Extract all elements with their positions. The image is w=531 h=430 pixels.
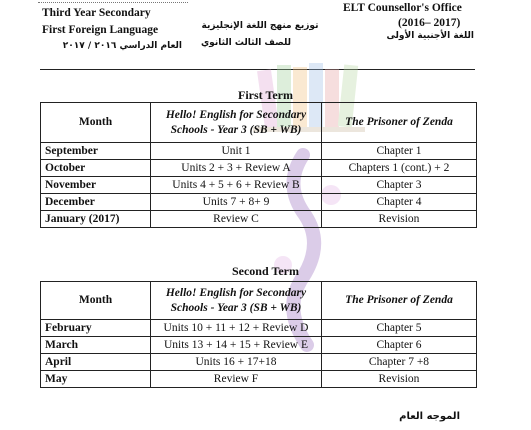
month-cell: January (2017) xyxy=(41,211,151,228)
units-cell: Units 13 + 14 + 15 + Review E xyxy=(151,337,322,354)
table-row xyxy=(41,320,477,337)
textbook-header-line1: Hello! English for Secondary xyxy=(165,286,307,299)
header-grade-ar: للصف الثالث الثانوي xyxy=(200,38,292,48)
month-cell: February xyxy=(41,320,151,337)
units-cell: Unit 1 xyxy=(151,143,322,160)
header-academic-year-ar: العام الدراسي ٢٠١٦ / ٢٠١٧ xyxy=(62,41,182,51)
units-cell: Units 10 + 11 + 12 + Review D xyxy=(151,320,322,337)
header-divider xyxy=(40,69,475,70)
units-cell: Units 7 + 8+ 9 xyxy=(151,194,322,211)
textbook-column-header xyxy=(151,103,322,143)
header-office: ELT Counsellor's Office xyxy=(343,2,462,14)
second-term-title: Second Term xyxy=(231,264,299,278)
header-year: (2016– 2017) xyxy=(398,17,461,29)
novel-cell: Revision xyxy=(322,211,477,228)
novel-column-header: The Prisoner of Zenda xyxy=(322,282,477,320)
textbook-header-line2: Schools - Year 3 (SB + WB) xyxy=(170,123,302,136)
textbook-column-header xyxy=(151,282,322,320)
textbook-header-line1: Hello! English for Secondary xyxy=(165,108,307,121)
table-row xyxy=(41,371,477,388)
units-cell: Units 4 + 5 + 6 + Review B xyxy=(151,177,322,194)
table-row xyxy=(41,143,477,160)
month-column-header: Month xyxy=(41,282,151,320)
supervisor-signature-label: الموجه العام xyxy=(399,411,460,422)
novel-cell: Chapter 1 xyxy=(322,143,477,160)
novel-cell: Chapter 6 xyxy=(322,337,477,354)
month-cell: September xyxy=(41,143,151,160)
header-grade: Third Year Secondary xyxy=(42,7,151,19)
table-row xyxy=(41,337,477,354)
month-cell: March xyxy=(41,337,151,354)
month-cell: November xyxy=(41,177,151,194)
units-cell: Units 2 + 3 + Review A xyxy=(151,160,322,177)
novel-cell: Chapter 5 xyxy=(322,320,477,337)
cropped-top-line xyxy=(38,0,188,3)
table-row xyxy=(41,354,477,371)
first-term-title: First Term xyxy=(238,88,293,102)
month-column-header: Month xyxy=(41,103,151,143)
novel-cell: Chapter 7 +8 xyxy=(322,354,477,371)
second-term-table xyxy=(40,281,477,388)
units-cell: Review F xyxy=(151,371,322,388)
units-cell: Review C xyxy=(151,211,322,228)
novel-cell: Revision xyxy=(322,371,477,388)
novel-cell: Chapters 1 (cont.) + 2 xyxy=(322,160,477,177)
table-row xyxy=(41,211,477,228)
novel-cell: Chapter 3 xyxy=(322,177,477,194)
table-row xyxy=(41,177,477,194)
units-cell: Units 16 + 17+18 xyxy=(151,354,322,371)
month-cell: April xyxy=(41,354,151,371)
textbook-header-line2: Schools - Year 3 (SB + WB) xyxy=(170,301,302,314)
novel-cell: Chapter 4 xyxy=(322,194,477,211)
month-cell: May xyxy=(41,371,151,388)
month-cell: December xyxy=(41,194,151,211)
header-syllabus-title-ar: توزيع منهج اللغة الإنجليزية xyxy=(201,21,319,31)
table-row xyxy=(41,194,477,211)
first-term-table xyxy=(40,102,477,228)
header-language-ar: اللغة الأجنبية الأولى xyxy=(386,31,474,41)
header-language: First Foreign Language xyxy=(42,24,159,36)
month-cell: October xyxy=(41,160,151,177)
table-row xyxy=(41,160,477,177)
novel-column-header: The Prisoner of Zenda xyxy=(322,103,477,143)
